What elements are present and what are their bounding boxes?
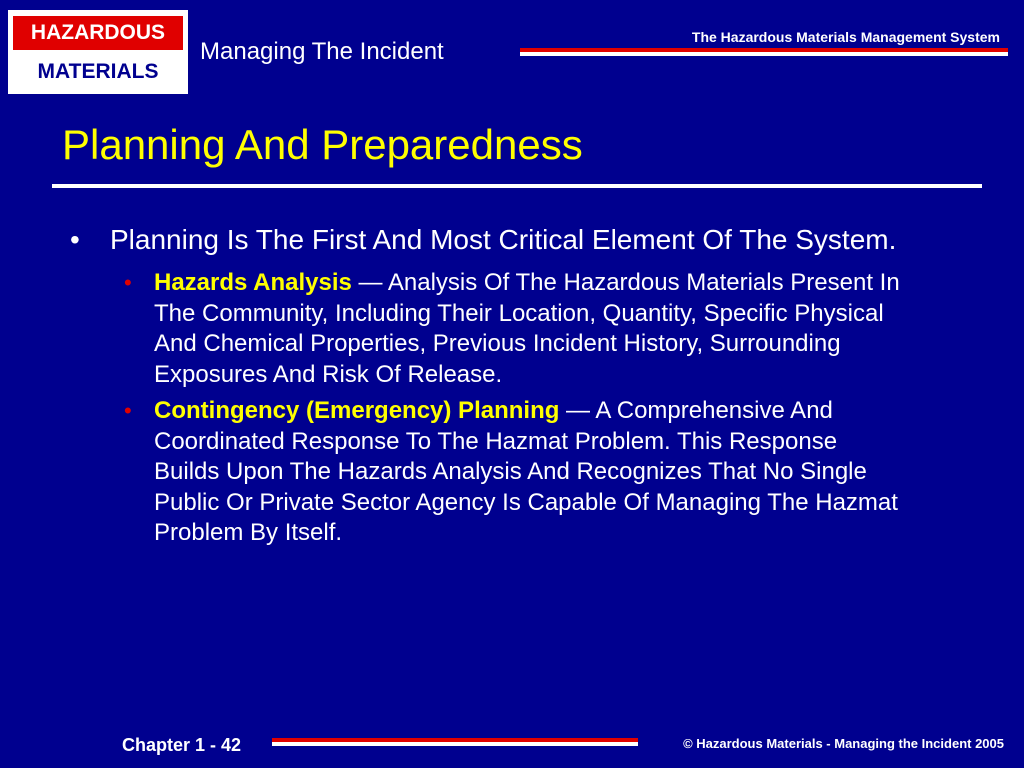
slide-content	[70, 224, 900, 555]
red-bullet-dot-icon: •	[124, 398, 132, 423]
slide-title: Planning And Preparedness	[62, 121, 583, 168]
sub-bullet-hazards-analysis	[110, 268, 900, 390]
logo-line-hazardous: HAZARDOUS	[13, 16, 183, 50]
sub-bullet-contingency-planning	[110, 396, 900, 549]
footer-divider-white	[272, 742, 638, 746]
copyright-notice: © Hazardous Materials - Managing the Incident 2005	[683, 736, 1004, 751]
bullet-dot-icon: •	[70, 224, 80, 255]
main-bullet	[70, 224, 900, 256]
chapter-page-number: Chapter 1 - 42	[122, 735, 242, 755]
main-bullet-text: Planning Is The First And Most Critical Element Of The System.	[110, 224, 897, 255]
sub-bullet-text: — Analysis Of The Hazardous Materials Present In The Community, Including Their Location, Quantity, Specific Physical And Chemical Properties, Previous Incident History, Surrounding Exposures And Risk Of Release.	[154, 269, 900, 388]
red-bullet-dot-icon: •	[124, 270, 132, 295]
sub-bullet-list	[70, 268, 900, 549]
system-title: The Hazardous Materials Management System	[691, 29, 1000, 45]
logo-line-materials: MATERIALS	[13, 56, 183, 88]
sub-bullet-text: — A Comprehensive And Coordinated Response To The Hazmat Problem. This Response Builds Upon The Hazards Analysis And Recognizes That No Single Public Or Private Sector Agency Is Capable Of Managing The Hazmat Problem By Itself.	[154, 397, 898, 546]
title-divider	[52, 184, 982, 188]
hazardous-materials-logo	[8, 10, 188, 94]
term-hazards-analysis: Hazards Analysis	[154, 269, 352, 296]
header-divider-white	[520, 52, 1008, 56]
section-subtitle: Managing The Incident	[200, 38, 444, 65]
term-contingency-planning: Contingency (Emergency) Planning	[154, 397, 560, 424]
